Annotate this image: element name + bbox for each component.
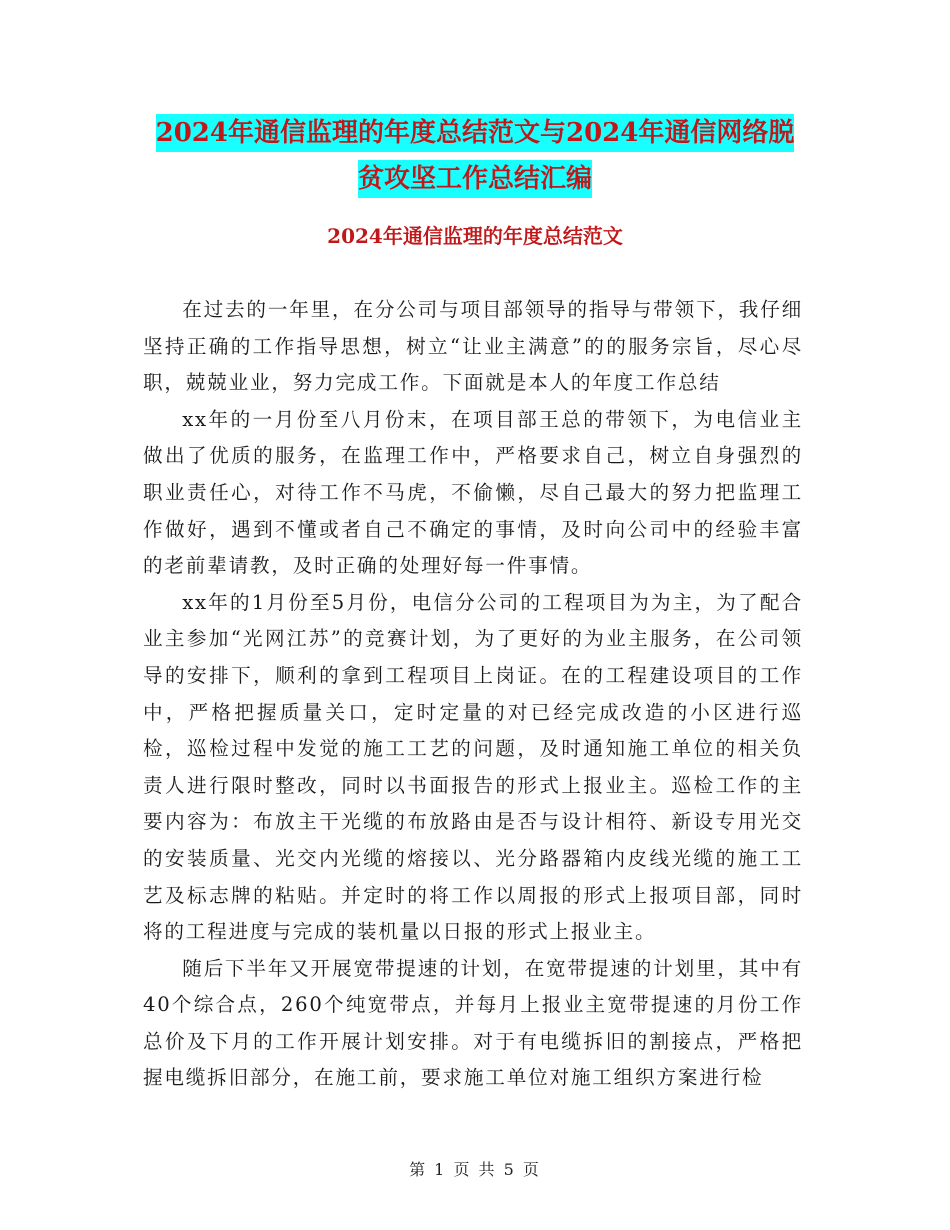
paragraph: 随后下半年又开展宽带提速的计划，在宽带提速的计划里，其中有40个综合点，260个纯宽带点，并每月上报业主宽带提速的月份工作总价及下月的工作开展计划安排。对于有电缆拆旧的割接点，严格把握电缆拆旧部分，在施工前，要求施工单位对施工组织方案进行检 [143, 956, 803, 1090]
section-title: 2024年通信监理的年度总结范文 [327, 224, 623, 248]
title-line-1: 2024年通信监理的年度总结范文与2024年通信网络脱 [156, 114, 795, 152]
paragraph: xx年的1月份至5月份，电信分公司的工程项目为为主，为了配合业主参加“光网江苏”的竞赛计划，为了更好的为业主服务，在公司领导的安排下，顺利的拿到工程项目上岗证。在的工程建设项目的工作中，严格把握质量关口，定时定量的对已经完成改造的小区进行巡检，巡检过程中发觉的施工工艺的问题，及时通知施工单位的相关负责人进行限时整改，同时以书面报告的形式上报业主。巡检工作的主要内容为：布放主干光缆的布放路由是否与设计相符、新设专用光交的安装质量、光交内光缆的熔接以、光分路器箱内皮线光缆的施工工艺及标志牌的粘贴。并定时的将工作以周报的形式上报项目部，同时将的工程进度与完成的装机量以日报的形式上报业主。 [143, 590, 803, 944]
paragraph: 在过去的一年里，在分公司与项目部领导的指导与带领下，我仔细坚持正确的工作指导思想，树立“让业主满意”的的服务宗旨，尽心尽职，兢兢业业，努力完成工作。下面就是本人的年度工作总结 [143, 298, 803, 395]
title-line-2: 贫攻坚工作总结汇编 [358, 160, 592, 198]
page-footer: 第 1 页 共 5 页 [409, 1160, 541, 1179]
document-body [143, 292, 803, 1097]
paragraph: xx年的一月份至八月份末，在项目部王总的带领下，为电信业主做出了优质的服务，在监理工作中，严格要求自己，树立自身强烈的职业责任心，对待工作不马虎，不偷懒，尽自己最大的努力把监理工作做好，遇到不懂或者自己不确定的事情，及时向公司中的经验丰富的老前辈请教，及时正确的处理好每一件事情。 [143, 407, 803, 578]
document-title [140, 110, 810, 202]
